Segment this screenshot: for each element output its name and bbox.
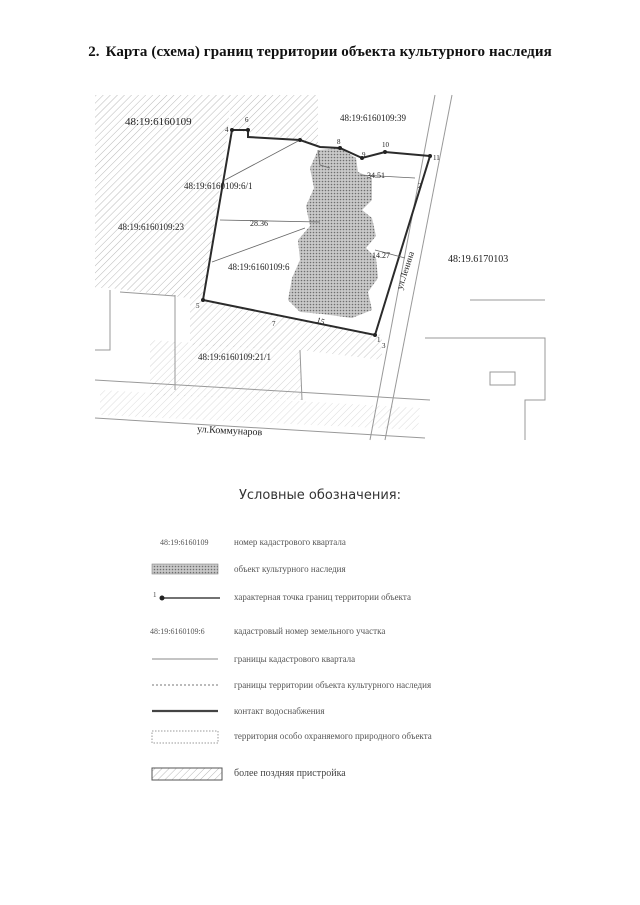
legend-item-quarter-number [150,535,480,553]
boundary-point-icon [150,590,220,608]
point-label: 7 [272,320,276,328]
territory-boundary-line [150,678,220,692]
point-label: 2 [418,182,422,190]
legend-item-boundary-point [150,590,480,608]
point-label: 5 [196,302,200,310]
point-label: 9 [362,151,366,159]
protected-area-swatch [150,729,220,745]
point-label: 10 [382,141,389,149]
legend-item-later-annex [150,766,480,784]
legend-title: Условные обозначения: [238,488,402,503]
legend-text: объект культурного наследия [234,564,346,574]
heritage-object [288,148,378,318]
point-label: 4 [225,126,229,134]
quarter-label: 48:19.6170103 [448,254,509,265]
legend-text: кадастровый номер земельного участка [234,626,386,636]
heading-title: Карта (схема) границ территории объекта культурного наследия [105,44,552,60]
legend-item-parcel-number [150,624,480,642]
point-label: 1 [377,336,381,344]
legend-text: границы кадастрового квартала [234,654,356,664]
legend-item-water-supply [150,704,480,722]
parcel-label: 48:19:6160109:6 [228,262,290,272]
legend-text: территория особо охраняемого природного объекта [234,731,432,741]
dimension-label: 14.27 [372,251,390,260]
point-label: 11 [433,154,440,162]
point-label: 3 [382,342,386,350]
quarter-label: 48:19:6160109 [125,116,192,128]
legend-text: границы территории объекта культурного наследия [234,680,432,690]
legend-text: более поздняя пристройка [234,768,346,779]
water-supply-line [150,704,220,718]
legend-item-quarter-boundary [150,652,480,670]
legend-sample: 48:19:6160109:6 [150,627,205,636]
point-label: 8 [337,138,341,146]
dimension-label: 34.51 [367,171,385,180]
street-label: ул.Коммунаров [196,424,263,439]
legend-item-territory-boundary [150,678,480,696]
dotted-fill-swatch [150,562,220,576]
point-label: 6 [245,116,249,124]
street-label: ул.Ленина [394,250,417,291]
hatched-swatch [150,766,225,782]
dimension-label: 28.36 [250,219,268,228]
quarter-boundary-line [150,652,220,666]
parcel-label: 48:19:6160109:6/1 [184,181,253,191]
legend-item-heritage-object [150,562,480,580]
parcel-label: 48:19:6160109:39 [340,113,407,123]
legend-text: характерная точка границ территории объекта [234,592,411,602]
legend-sample: 48:19:6160109 [160,538,209,547]
dimension-label: 15 [315,315,326,327]
heading-number: 2. [88,44,100,60]
parcel-label: 48:19:6160109:23 [118,222,185,232]
parcel-label: 48:19:6160109:21/1 [198,352,272,362]
legend-sample: 1 [153,591,157,599]
legend-item-protected-area [150,729,480,747]
legend-text: контакт водоснабжения [234,706,325,716]
legend-text: номер кадастрового квартала [234,537,346,547]
